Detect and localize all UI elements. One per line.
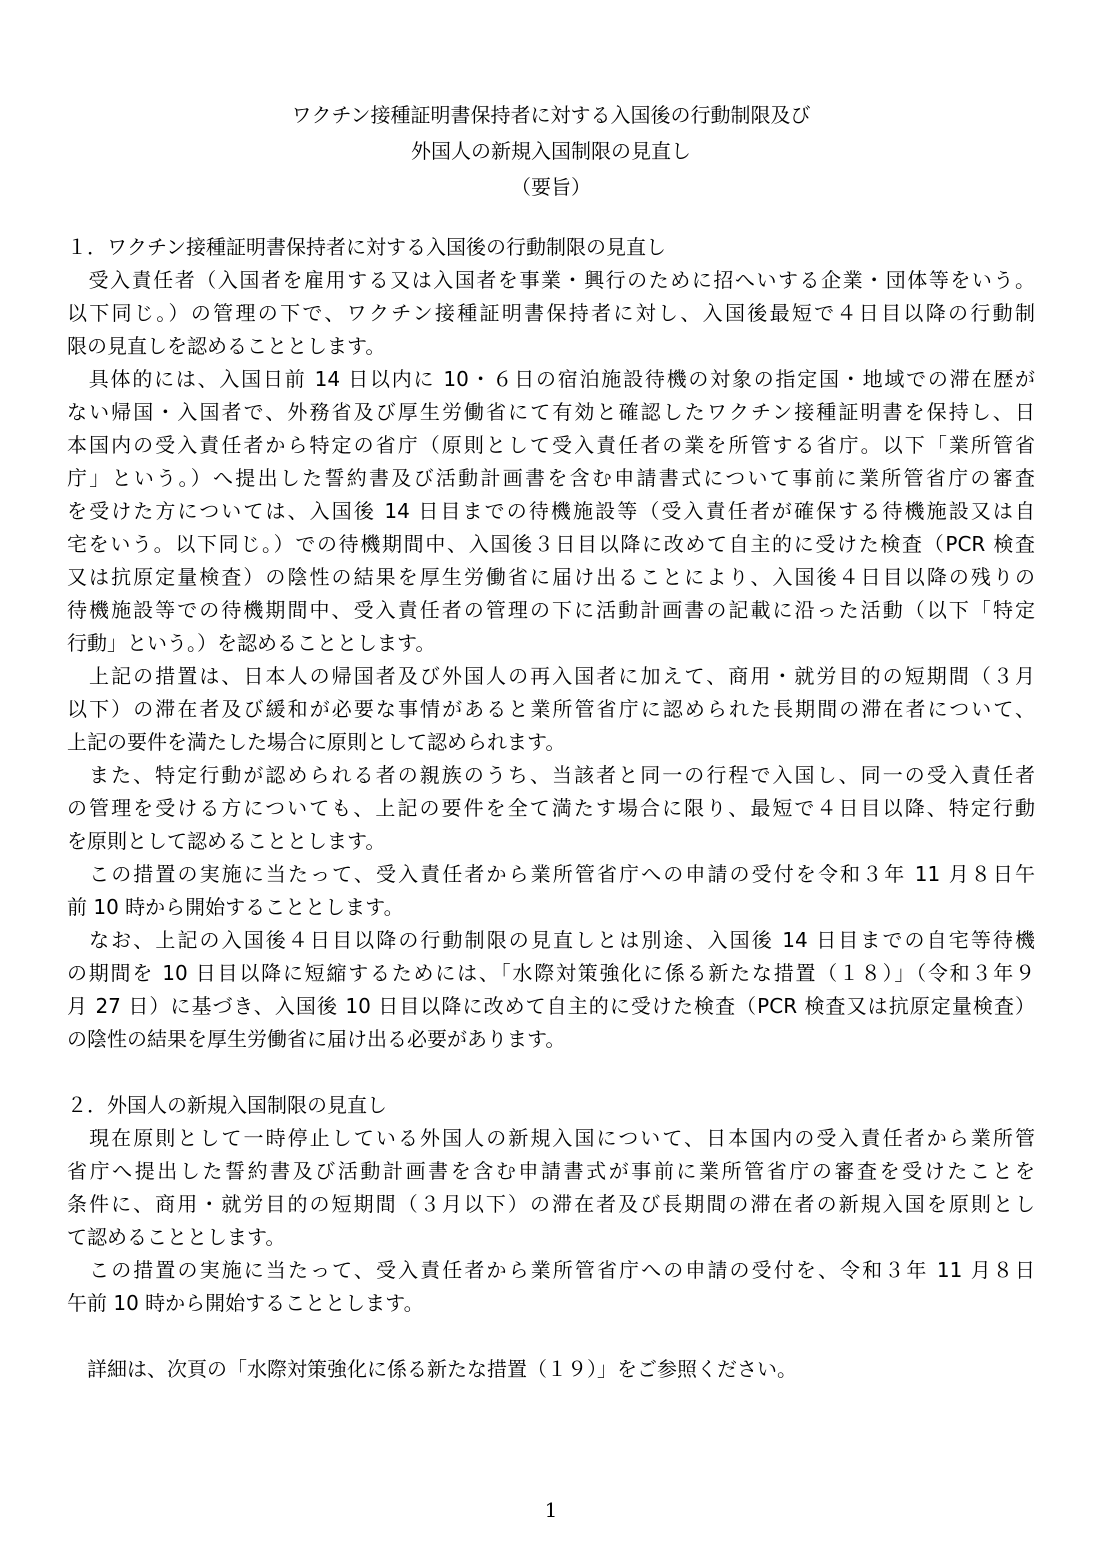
- section-1-paragraph-1-line: 受入責任者（入国者を雇用する又は入国者を事業・興行のために招へいする企業・団体等をいう。: [67, 268, 1035, 292]
- section-1-paragraph-4-line: また、特定行動が認められる者の親族のうち、当該者と同一の行程で入国し、同一の受入責任者: [67, 763, 1035, 787]
- document-title-line-1: ワクチン接種証明書保持者に対する入国後の行動制限及び: [291, 103, 811, 127]
- section-1-paragraph-6-line: の期間を 10 日目以降に短縮するためには、「水際対策強化に係る新たな措置（１８）」（令和３年９: [67, 961, 1035, 985]
- section-2-paragraph-1-line: て認めることとします。: [67, 1225, 286, 1249]
- section-1-paragraph-2-line: ない帰国・入国者で、外務省及び厚生労働省にて有効と確認したワクチン接種証明書を保持し、日: [67, 400, 1035, 424]
- section-1-paragraph-1-line: 以下同じ。）の管理の下で、ワクチン接種証明書保持者に対し、入国後最短で４日目以降の行動制: [67, 301, 1035, 325]
- section-1-paragraph-2-line: 待機施設等での待機期間中、受入責任者の管理の下に活動計画書の記載に沿った活動（以下「特定: [67, 598, 1035, 622]
- section-1-paragraph-3-line: 以下）の滞在者及び緩和が必要な事情があると業所管省庁に認められた長期間の滞在者について、: [67, 697, 1035, 721]
- section-1-paragraph-5-line: 前 10 時から開始することとします。: [67, 895, 404, 919]
- section-2-paragraph-1-line: 条件に、商用・就労目的の短期間（３月以下）の滞在者及び長期間の滞在者の新規入国を原則とし: [67, 1192, 1035, 1216]
- section-2-paragraph-1-line: 省庁へ提出した誓約書及び活動計画書を含む申請書式が事前に業所管省庁の審査を受けたことを: [67, 1159, 1035, 1183]
- section-1-paragraph-4-line: を原則として認めることとします。: [67, 829, 386, 853]
- section-1-paragraph-6-line: なお、上記の入国後４日目以降の行動制限の見直しとは別途、入国後 14 日目までの自宅等待機: [67, 928, 1035, 952]
- document-title-line-2: 外国人の新規入国制限の見直し: [411, 139, 691, 163]
- section-1-paragraph-3-line: 上記の要件を満たした場合に原則として認められます。: [67, 730, 566, 754]
- section-1-paragraph-2-line: を受けた方については、入国後 14 日目までの待機施設等（受入責任者が確保する待機施設又は自: [67, 499, 1035, 523]
- section-1-paragraph-2-line: 又は抗原定量検査）の陰性の結果を厚生労働省に届け出ることにより、入国後４日目以降の残りの: [67, 565, 1035, 589]
- page-number: 1: [544, 1498, 558, 1522]
- closing-note: 詳細は、次頁の「水際対策強化に係る新たな措置（１９）」をご参照ください。: [67, 1357, 797, 1381]
- section-1-paragraph-2-line: 庁」という。）へ提出した誓約書及び活動計画書を含む申請書式について事前に業所管省庁の審査: [67, 466, 1035, 490]
- section-1-paragraph-2-line: 具体的には、入国日前 14 日以内に 10・６日の宿泊施設待機の対象の指定国・地域での滞在歴が: [67, 367, 1035, 391]
- section-1-heading: １．ワクチン接種証明書保持者に対する入国後の行動制限の見直し: [67, 235, 666, 259]
- section-1-paragraph-6-line: の陰性の結果を厚生労働省に届け出る必要があります。: [67, 1027, 566, 1051]
- section-2-paragraph-1-line: 現在原則として一時停止している外国人の新規入国について、日本国内の受入責任者から業所管: [67, 1126, 1035, 1150]
- section-1-paragraph-5-line: この措置の実施に当たって、受入責任者から業所管省庁への申請の受付を令和３年 11 月８日午: [67, 862, 1035, 886]
- section-1-paragraph-2-line: 本国内の受入責任者から特定の省庁（原則として受入責任者の業を所管する省庁。以下「業所管省: [67, 433, 1035, 457]
- section-1-paragraph-1-line: 限の見直しを認めることとします。: [67, 334, 386, 358]
- section-1-paragraph-2-line: 行動」という。）を認めることとします。: [67, 631, 436, 655]
- section-1-paragraph-6-line: 月 27 日）に基づき、入国後 10 日目以降に改めて自主的に受けた検査（PCR 検査又は抗原定量検査）: [67, 994, 1035, 1018]
- section-2-heading: ２．外国人の新規入国制限の見直し: [67, 1093, 387, 1117]
- section-1-paragraph-2-line: 宅をいう。以下同じ。）での待機期間中、入国後３日目以降に改めて自主的に受けた検査（PCR 検査: [67, 532, 1035, 556]
- section-1-paragraph-3-line: 上記の措置は、日本人の帰国者及び外国人の再入国者に加えて、商用・就労目的の短期間（３月: [67, 664, 1035, 688]
- section-2-paragraph-2-line: 午前 10 時から開始することとします。: [67, 1291, 424, 1315]
- document-title-line-3: （要旨）: [511, 175, 591, 199]
- section-1-paragraph-4-line: の管理を受ける方についても、上記の要件を全て満たす場合に限り、最短で４日目以降、特定行動: [67, 796, 1035, 820]
- section-2-paragraph-2-line: この措置の実施に当たって、受入責任者から業所管省庁への申請の受付を、令和３年 11 月８日: [67, 1258, 1035, 1282]
